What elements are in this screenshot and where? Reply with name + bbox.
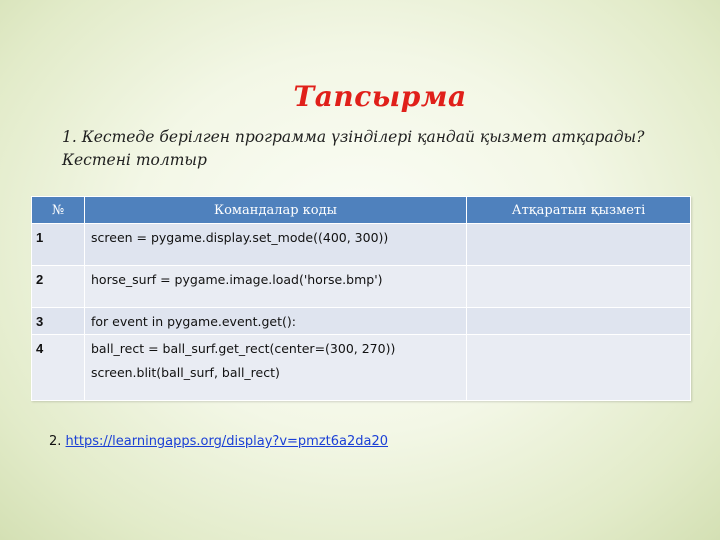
task-2-number: 2. <box>49 434 66 449</box>
table-row <box>32 335 691 401</box>
task-line-1: 1. Кестеде берілген программа үзінділері қандай қызмет атқарады? <box>62 128 645 146</box>
row-code <box>85 335 467 401</box>
row-code <box>85 308 467 335</box>
row-function-cell[interactable] <box>467 308 691 335</box>
commands-table <box>31 196 691 401</box>
table-header-row <box>32 197 691 224</box>
table-row <box>32 266 691 308</box>
code-line: ball_rect = ball_surf.get_rect(center=(300, 270)) <box>91 341 396 356</box>
row-function-cell[interactable] <box>467 266 691 308</box>
row-code <box>85 266 467 308</box>
table-row <box>32 308 691 335</box>
row-function-cell[interactable] <box>467 224 691 266</box>
row-number: 2 <box>32 266 85 308</box>
code-line: for event in pygame.event.get(): <box>91 314 296 329</box>
header-function: Атқаратын қызметі <box>467 197 691 224</box>
code-line: screen = pygame.display.set_mode((400, 300)) <box>91 230 389 245</box>
row-function-cell[interactable] <box>467 335 691 401</box>
row-number: 4 <box>32 335 85 401</box>
row-code <box>85 224 467 266</box>
table-row <box>32 224 691 266</box>
code-line: horse_surf = pygame.image.load('horse.bmp') <box>91 272 383 287</box>
row-number: 3 <box>32 308 85 335</box>
task-instruction <box>62 126 682 172</box>
task-line-2: Кестені толтыр <box>62 151 207 169</box>
learningapps-link[interactable]: https://learningapps.org/display?v=pmzt6a2da20 <box>65 434 389 449</box>
code-line: screen.blit(ball_surf, ball_rect) <box>91 365 280 380</box>
slide-title: Тапсырма <box>293 80 467 113</box>
task-2-line <box>49 434 388 449</box>
header-number: № <box>32 197 85 224</box>
row-number: 1 <box>32 224 85 266</box>
header-code: Командалар коды <box>85 197 467 224</box>
